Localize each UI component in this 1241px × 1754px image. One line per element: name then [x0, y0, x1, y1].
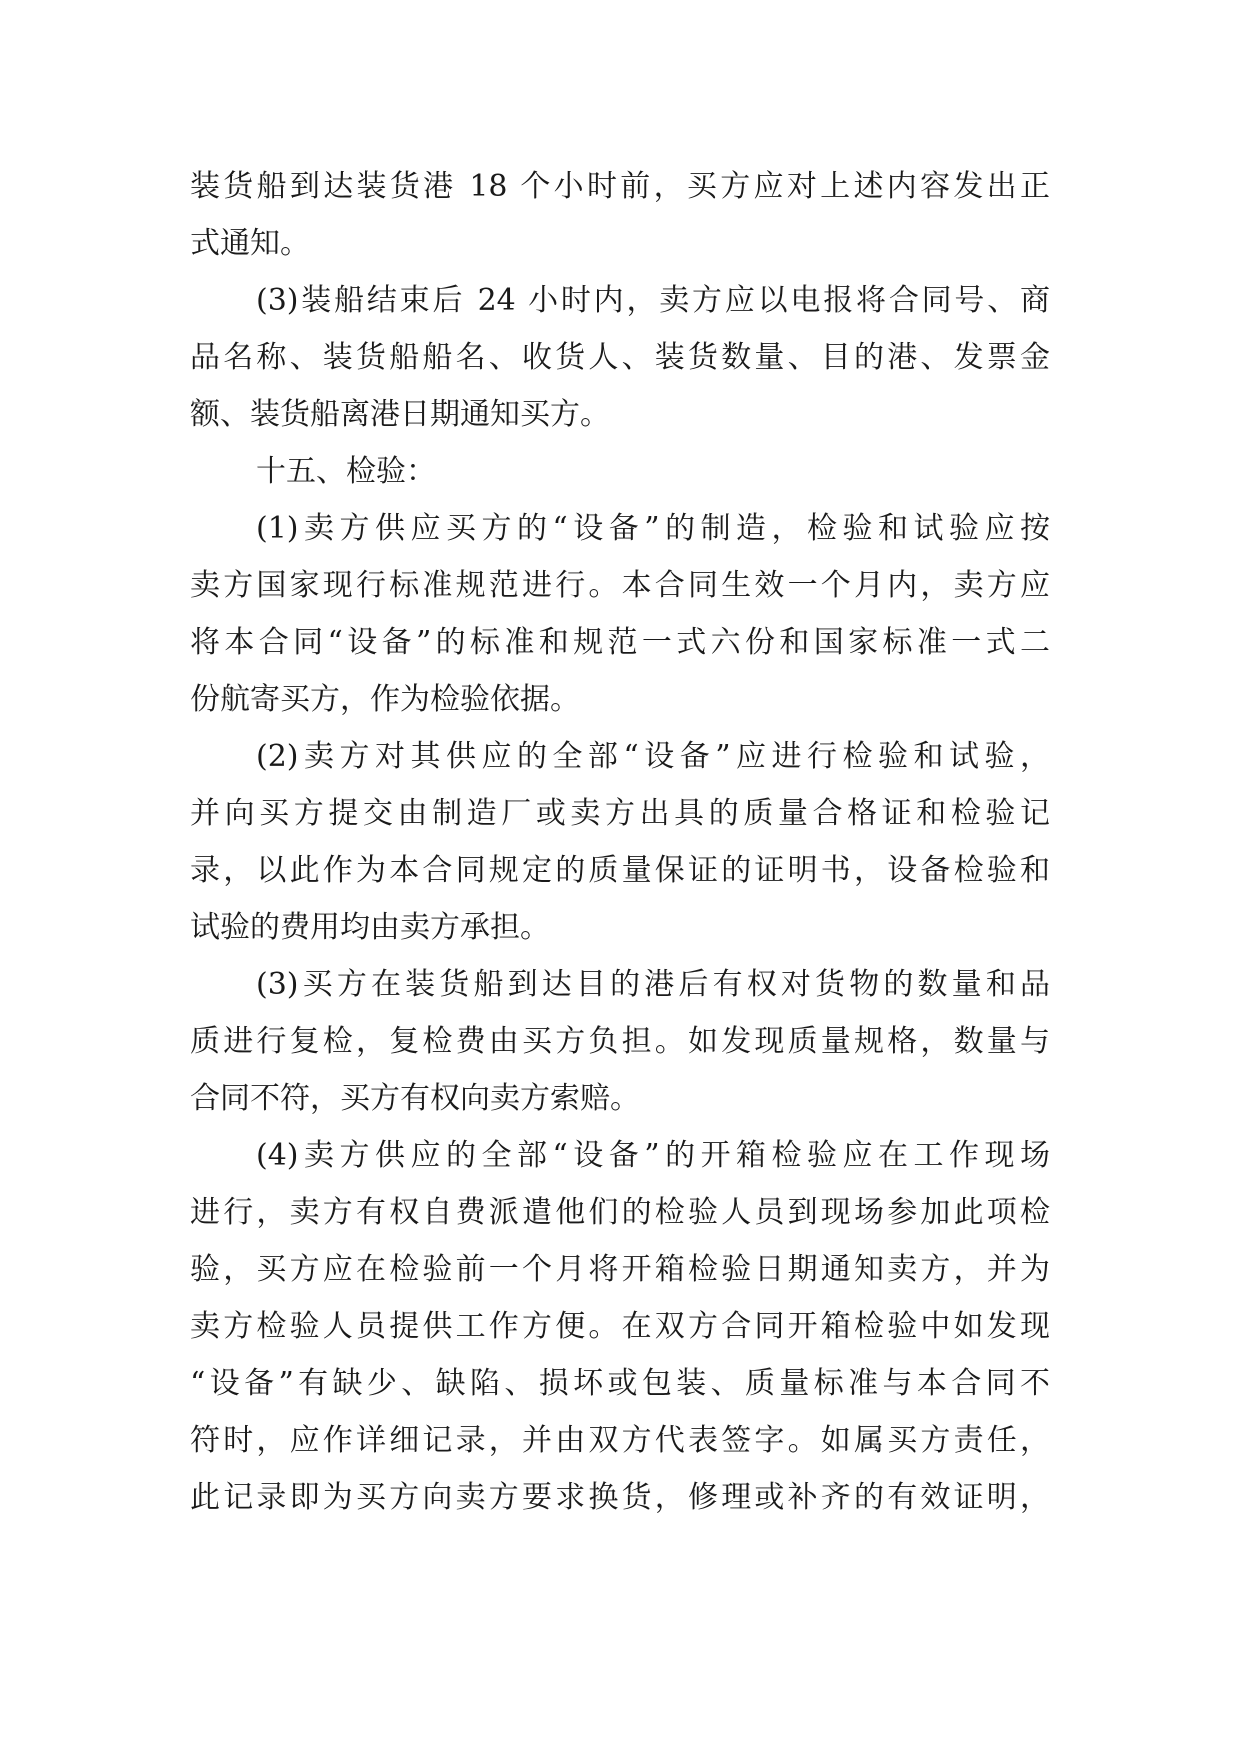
text-line: 符时，应作详细记录，并由双方代表签字。如属买方责任， — [190, 1423, 1050, 1458]
text-line: 质进行复检，复检费由买方负担。如发现质量规格，数量与 — [190, 1024, 1050, 1059]
text-line: 品名称、装货船船名、收货人、装货数量、目的港、发票金 — [190, 340, 1050, 375]
text-line: (2)卖方对其供应的全部“设备”应进行检验和试验， — [256, 739, 1050, 774]
text-line: 录，以此作为本合同规定的质量保证的证明书，设备检验和 — [190, 853, 1050, 888]
text-line: 合同不符，买方有权向卖方索赔。 — [190, 1081, 640, 1116]
text-line: 卖方检验人员提供工作方便。在双方合同开箱检验中如发现 — [190, 1309, 1050, 1344]
text-line: 此记录即为买方向卖方要求换货，修理或补齐的有效证明， — [190, 1480, 1050, 1515]
text-line: (4)卖方供应的全部“设备”的开箱检验应在工作现场 — [256, 1138, 1050, 1173]
text-line: 卖方国家现行标准规范进行。本合同生效一个月内，卖方应 — [190, 568, 1050, 603]
text-line: 式通知。 — [190, 226, 310, 261]
section-heading: 十五、检验： — [256, 454, 436, 489]
text-line: (3)装船结束后 24 小时内，卖方应以电报将合同号、商 — [256, 283, 1050, 318]
text-line: 验，买方应在检验前一个月将开箱检验日期通知卖方，并为 — [190, 1252, 1050, 1287]
text-line: “设备”有缺少、缺陷、损坏或包装、质量标准与本合同不 — [190, 1366, 1050, 1401]
text-line: 装货船到达装货港 18 个小时前，买方应对上述内容发出正 — [190, 169, 1050, 204]
text-line: (1)卖方供应买方的“设备”的制造，检验和试验应按 — [256, 511, 1050, 546]
text-line: 将本合同“设备”的标准和规范一式六份和国家标准一式二 — [190, 625, 1050, 660]
text-line: 份航寄买方，作为检验依据。 — [190, 682, 580, 717]
text-line: 额、装货船离港日期通知买方。 — [190, 397, 610, 432]
text-line: 试验的费用均由卖方承担。 — [190, 910, 550, 945]
text-line: (3)买方在装货船到达目的港后有权对货物的数量和品 — [256, 967, 1050, 1002]
text-line: 进行，卖方有权自费派遣他们的检验人员到现场参加此项检 — [190, 1195, 1050, 1230]
text-line: 并向买方提交由制造厂或卖方出具的质量合格证和检验记 — [190, 796, 1050, 831]
